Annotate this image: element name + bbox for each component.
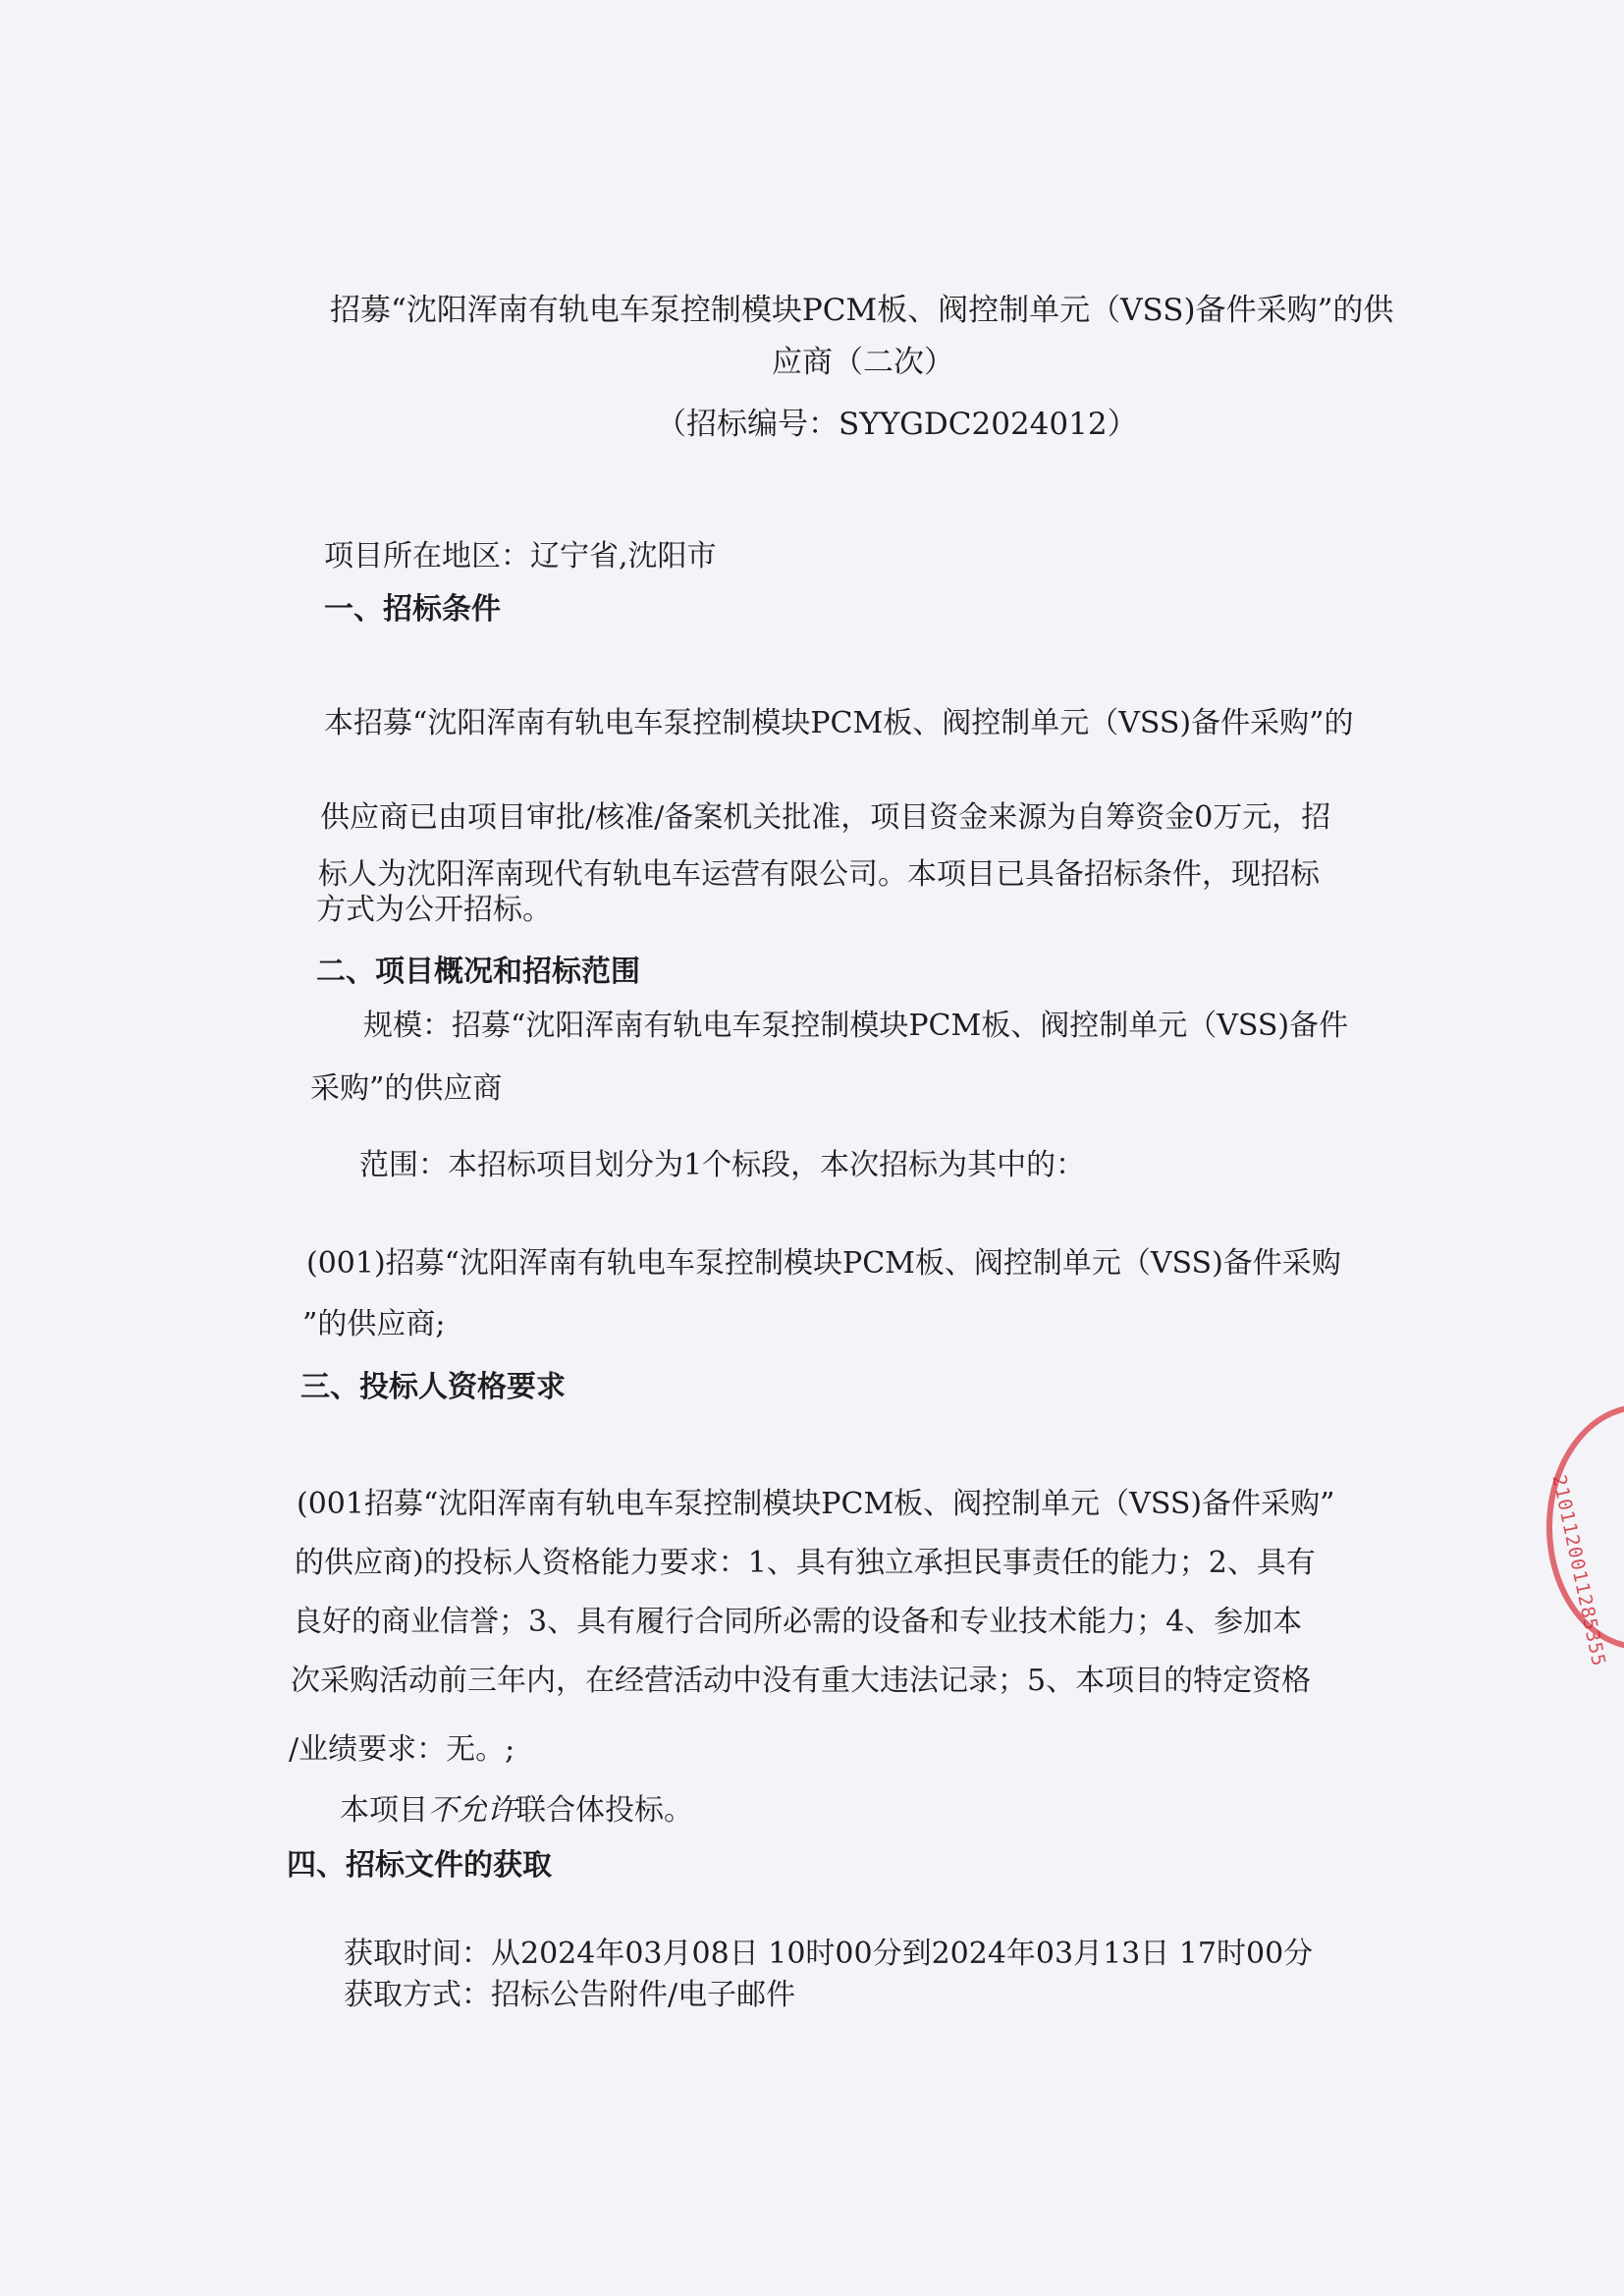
section3-line: 次采购活动前三年内，在经营活动中没有重大违法记录；5、本项目的特定资格 [291, 1664, 1312, 1698]
section3-line: 良好的商业信誉；3、具有履行合同所必需的设备和专业技术能力；4、参加本 [293, 1605, 1303, 1639]
section2-scale-line2: 采购”的供应商 [310, 1071, 503, 1106]
section2-lot-line1: (001)招募“沈阳浑南有轨电车泵控制模块PCM板、阀控制单元（VSS)备件采购 [306, 1246, 1341, 1281]
section1-line: 本招募“沈阳浑南有轨电车泵控制模块PCM板、阀控制单元（VSS)备件采购”的 [324, 706, 1354, 740]
document-title-line1: 招募“沈阳浑南有轨电车泵控制模块PCM板、阀控制单元（VSS)备件采购”的供 [330, 293, 1394, 328]
acquisition-method: 获取方式：招标公告附件/电子邮件 [344, 1978, 796, 2012]
section1-line: 标人为沈阳浑南现代有轨电车运营有限公司。本项目已具备招标条件，现招标 [318, 857, 1320, 892]
joint-bid-statement [340, 1793, 693, 1828]
section3-heading: 三、投标人资格要求 [300, 1370, 566, 1404]
section1-line: 供应商已由项目审批/核准/备案机关批准，项目资金来源为自筹资金0万元，招 [320, 800, 1331, 835]
project-location: 项目所在地区：辽宁省,沈阳市 [324, 539, 717, 574]
section1-line: 方式为公开招标。 [316, 893, 552, 927]
section3-line: /业绩要求：无。; [289, 1732, 515, 1767]
company-seal-number: 2101120011285355 [1547, 1473, 1610, 1669]
joint-bid-emphasis: 不允许 [428, 1793, 516, 1828]
section4-heading: 四、招标文件的获取 [287, 1848, 552, 1883]
joint-bid-suffix: 联合体投标。 [516, 1793, 693, 1828]
section1-heading: 一、招标条件 [324, 592, 501, 627]
section3-line: 的供应商)的投标人资格能力要求：1、具有独立承担民事责任的能力；2、具有 [295, 1546, 1316, 1580]
acquisition-time: 获取时间：从2024年03月08日 10时00分到2024年03月13日 17时00分 [344, 1937, 1314, 1971]
section2-lot-line2: ”的供应商; [302, 1307, 446, 1341]
joint-bid-prefix: 本项目 [340, 1793, 428, 1828]
section2-scale-line1: 规模：招募“沈阳浑南有轨电车泵控制模块PCM板、阀控制单元（VSS)备件 [363, 1009, 1349, 1043]
document-title-line2: 应商（二次） [772, 345, 954, 380]
section3-line: (001招募“沈阳浑南有轨电车泵控制模块PCM板、阀控制单元（VSS)备件采购” [297, 1487, 1335, 1521]
section2-scope: 范围：本招标项目划分为1个标段，本次招标为其中的： [359, 1148, 1086, 1182]
tender-number: （招标编号：SYYGDC2024012） [656, 407, 1138, 442]
section2-heading: 二、项目概况和招标范围 [316, 955, 640, 989]
